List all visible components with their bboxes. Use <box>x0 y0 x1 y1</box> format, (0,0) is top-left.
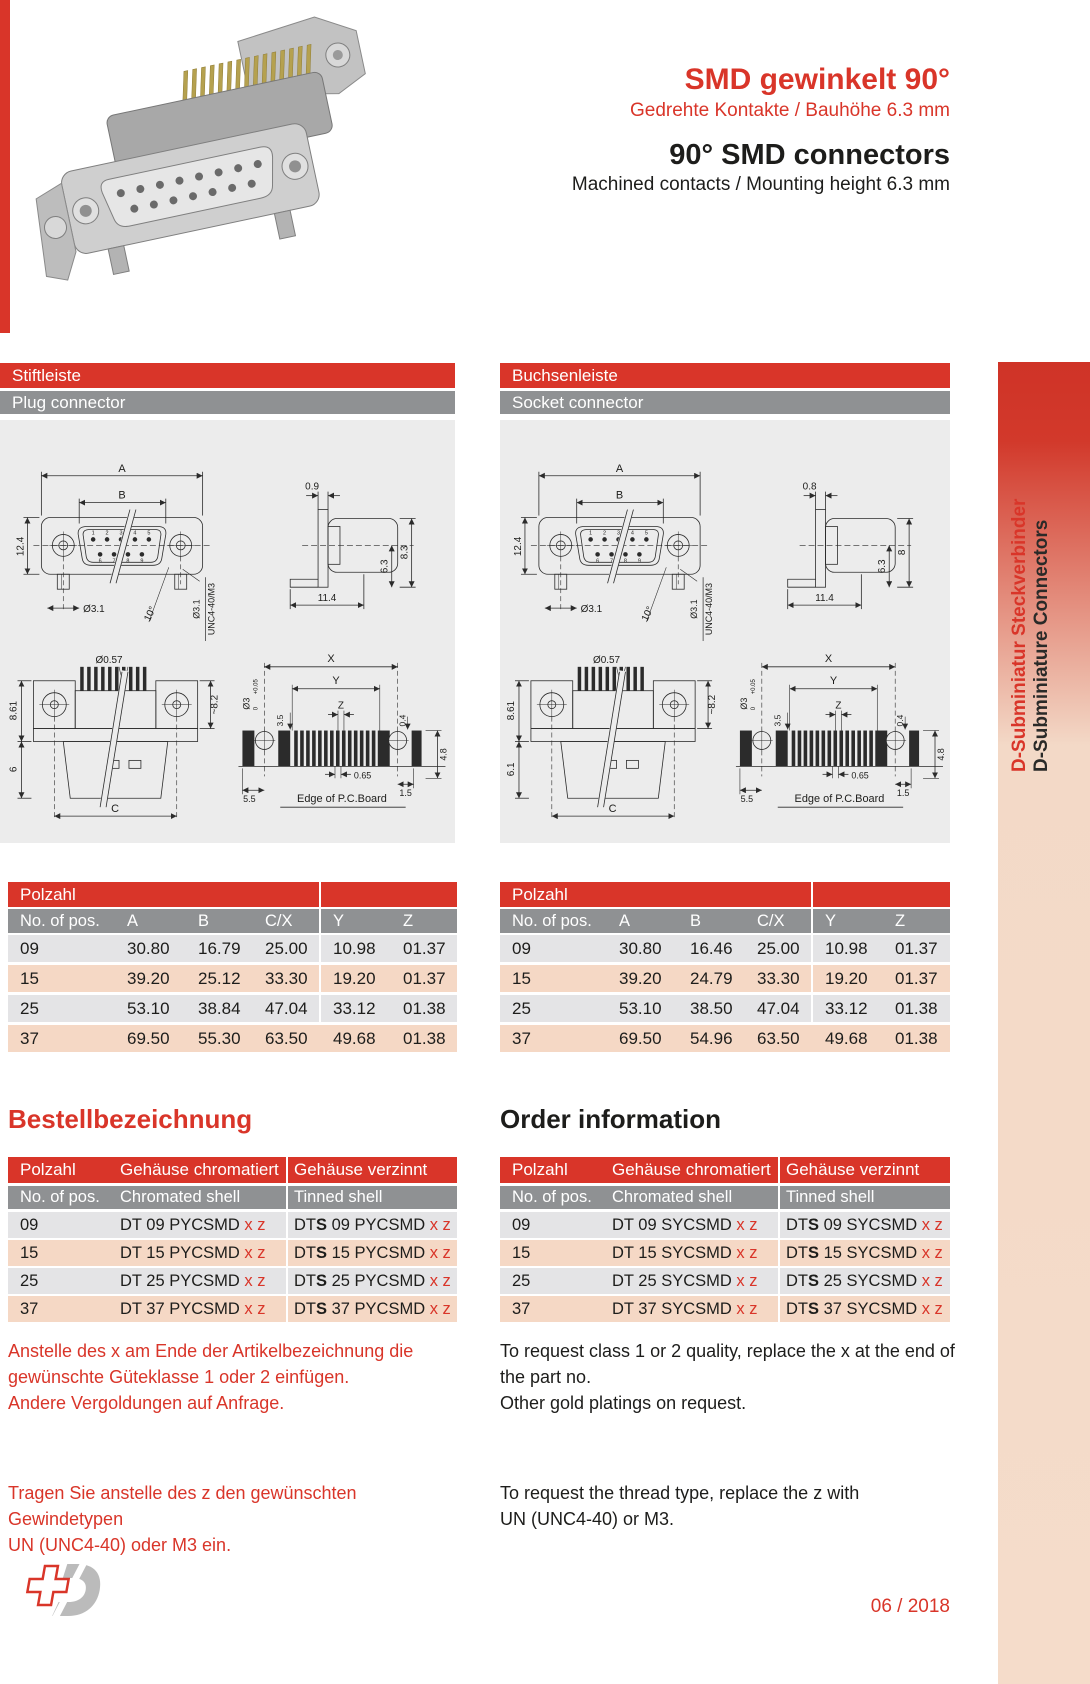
pcb-pattern-view <box>736 663 943 807</box>
page-subtitle-en: Machined contacts / Mounting height 6.3 mm <box>571 174 950 195</box>
cell: 69.50 <box>619 1028 662 1048</box>
col-z: Z <box>403 911 414 930</box>
dim-label-c: C <box>608 803 617 816</box>
cell-part-tinned: DTS 15 PYCSMD x z <box>294 1243 451 1262</box>
pin-number: 9 <box>140 558 144 565</box>
dim-label-a: A <box>615 462 624 475</box>
dim-table-columns <box>8 909 457 933</box>
col-b: B <box>198 911 210 930</box>
dim-label-tol-hi: +0.05 <box>750 679 757 695</box>
table-row <box>500 1212 950 1238</box>
pin-number: 5 <box>644 530 648 537</box>
dim-table-header <box>500 882 950 907</box>
order-heading-de: Bestellbezeichnung <box>8 1104 253 1134</box>
table-row <box>8 935 457 962</box>
cell: 33.12 <box>825 998 868 1018</box>
cell: 01.38 <box>895 998 938 1018</box>
dim-table-columns <box>500 909 950 933</box>
cell-part-chromated: DT 37 SYCSMD x z <box>612 1299 758 1318</box>
cell: 63.50 <box>265 1028 308 1048</box>
pcb-edge-label: Edge of P.C.Board <box>297 793 387 806</box>
cell: 15 <box>20 968 39 988</box>
dim-label-tv-h1: 8.61 <box>505 700 517 721</box>
cell: 30.80 <box>619 938 662 958</box>
pcb-pattern-view <box>238 663 445 807</box>
dim-label-z: Z <box>835 700 842 712</box>
pin-number: 8 <box>623 558 627 565</box>
cell-pos: 25 <box>20 1271 39 1290</box>
cell: 01.38 <box>403 1028 446 1048</box>
top-view <box>515 667 712 820</box>
pin-number: 3 <box>616 530 621 537</box>
cell: 39.20 <box>127 968 170 988</box>
dim-label-side-bottom: 11.4 <box>815 593 834 605</box>
cell-part-chromated: DT 15 SYCSMD x z <box>612 1243 758 1262</box>
footer-date: 06 / 2018 <box>870 1596 950 1617</box>
table-row <box>500 965 950 992</box>
order-col-chrom-de: Gehäuse chromatiert <box>612 1160 771 1179</box>
order-col-pos-en: No. of pos. <box>512 1188 592 1206</box>
cell: 33.30 <box>265 968 308 988</box>
cell: 09 <box>20 938 39 958</box>
dim-label-55: 5.5 <box>740 794 754 805</box>
cell: 01.38 <box>895 1028 938 1048</box>
dim-label-48: 4.8 <box>935 748 946 761</box>
order-header-en <box>8 1186 457 1209</box>
dim-label-hole2: Ø3.1 <box>191 599 202 619</box>
dim-label-tv-h2: 6 <box>8 766 20 773</box>
pin-number: 8 <box>126 558 130 565</box>
col-a: A <box>127 911 139 930</box>
table-row <box>8 1268 457 1294</box>
table-row <box>500 1025 950 1052</box>
dim-label-pin-dia: Ø0.57 <box>95 654 123 666</box>
cell: 01.38 <box>403 998 446 1018</box>
table-row <box>500 995 950 1022</box>
dim-label-35: 3.5 <box>772 714 783 727</box>
dim-label-side-bottom: 11.4 <box>317 593 337 605</box>
cell: 53.10 <box>619 998 662 1018</box>
cell: 69.50 <box>127 1028 170 1048</box>
cell: 55.30 <box>198 1028 241 1048</box>
dim-label-x: X <box>824 652 833 665</box>
cell: 33.30 <box>757 968 800 988</box>
socket-header-en: Socket connector <box>500 391 950 414</box>
side-tab-label-de: D-Subminiatur Steckverbinder <box>1009 498 1030 772</box>
cell: 39.20 <box>619 968 662 988</box>
note-en-quality: To request class 1 or 2 quality, replace the x at the end of the part no. Other gold platings on request. <box>500 1341 955 1413</box>
cell: 09 <box>512 938 531 958</box>
cell: 37 <box>20 1028 39 1048</box>
cell-pos: 37 <box>512 1299 531 1318</box>
page-subtitle-de: Gedrehte Kontakte / Bauhöhe 6.3 mm <box>629 100 950 121</box>
table-row <box>500 1240 950 1266</box>
table-row <box>500 1296 950 1322</box>
cell-part-chromated: DT 37 PYCSMD x z <box>120 1299 266 1318</box>
pin-number: 1 <box>91 530 95 537</box>
dim-label-tv-h2: 6.1 <box>505 762 517 777</box>
dim-label-side-outer: 8.3 <box>399 545 411 560</box>
plug-order-table <box>8 1157 457 1324</box>
pin-number: 3 <box>119 530 123 537</box>
pin-number: 2 <box>603 530 607 537</box>
dim-table-rows <box>8 935 457 1052</box>
cell: 01.37 <box>895 968 938 988</box>
pin-number: 4 <box>133 530 137 537</box>
cell-pos: 15 <box>512 1243 531 1262</box>
dim-table-header-label: Polzahl <box>512 885 568 904</box>
page-title-en: 90° SMD connectors <box>669 139 950 171</box>
cell: 30.80 <box>127 938 170 958</box>
pin-number: 6 <box>596 558 600 565</box>
table-row <box>500 1268 950 1294</box>
dim-table-rows <box>500 935 950 1052</box>
dim-label-b: B <box>615 489 624 502</box>
technical-drawing <box>0 420 455 843</box>
table-row <box>8 995 457 1022</box>
cell-part-tinned: DTS 25 PYCSMD x z <box>294 1271 451 1290</box>
pin-number: 6 <box>98 558 102 565</box>
cell: 16.79 <box>198 938 241 958</box>
order-col-chrom-en: Chromated shell <box>612 1188 733 1206</box>
cell: 38.50 <box>690 998 733 1018</box>
side-view <box>788 492 913 609</box>
pin-number: 5 <box>147 530 151 537</box>
dim-label-height: 12.4 <box>512 536 524 557</box>
cell-part-tinned: DTS 37 SYCSMD x z <box>786 1299 943 1318</box>
order-header-en <box>500 1186 950 1209</box>
cell-part-tinned: DTS 37 PYCSMD x z <box>294 1299 451 1318</box>
dim-table-header <box>8 882 457 907</box>
dim-label-55: 5.5 <box>243 794 256 805</box>
cell: 25.00 <box>757 938 800 958</box>
order-header-de <box>8 1157 457 1183</box>
col-y: Y <box>333 911 345 930</box>
order-col-tinned-en: Tinned shell <box>786 1188 875 1206</box>
cell: 53.10 <box>127 998 170 1018</box>
dim-label-drill: Ø3 <box>241 697 252 710</box>
dim-label-y: Y <box>829 674 838 687</box>
dim-label-x: X <box>327 652 335 665</box>
cell: 25 <box>512 998 531 1018</box>
note-de-thread: Tragen Sie anstelle des z den gewünschten Gewindetypen UN (UNC4-40) oder M3 ein. <box>8 1483 357 1555</box>
logo-icon <box>18 1560 108 1622</box>
dim-label-side-inner: 6.3 <box>379 559 391 574</box>
dim-label-tv-w: ~8.2 <box>209 694 221 715</box>
cell: 54.96 <box>690 1028 733 1048</box>
cell: 25.12 <box>198 968 241 988</box>
table-divider <box>319 882 321 1023</box>
cell: 37 <box>512 1028 531 1048</box>
dim-label-y: Y <box>332 674 340 687</box>
dim-label-04: 0.4 <box>397 714 408 727</box>
dim-label-04: 0.4 <box>895 714 906 727</box>
dim-label-tol-lo: 0 <box>253 706 260 711</box>
socket-header-de: Buchsenleiste <box>500 363 950 388</box>
side-tab-label-en: D-Subminiature Connectors <box>1031 519 1052 772</box>
dim-label-side-top: 0.9 <box>305 481 320 493</box>
col-z: Z <box>895 911 906 930</box>
order-col-polzahl: Polzahl <box>20 1160 76 1179</box>
plug-dimension-table <box>8 882 457 1055</box>
cell: 38.84 <box>198 998 241 1018</box>
product-illustration <box>15 8 445 343</box>
table-row <box>8 1296 457 1322</box>
cell: 25 <box>20 998 39 1018</box>
note-de-quality: Anstelle des x am Ende der Artikelbezeichnung die gewünschte Güteklasse 1 oder 2 einfügen. Andere Vergoldungen auf Anfrage. <box>8 1341 414 1413</box>
dim-label-15: 1.5 <box>896 788 910 799</box>
dim-label-thread: UNC4-40/M3 <box>206 583 217 636</box>
dim-label-z: Z <box>337 700 345 712</box>
pin-number: 7 <box>112 558 116 565</box>
table-divider <box>286 1157 288 1322</box>
dim-label-hole2: Ø3.1 <box>689 599 700 619</box>
dim-label-065: 0.65 <box>851 770 869 781</box>
col-cx: C/X <box>265 911 293 930</box>
dim-label-side-outer: 8 <box>897 549 909 556</box>
col-b: B <box>690 911 702 930</box>
dim-label-angle: 10° <box>639 604 657 624</box>
cell-pos: 25 <box>512 1271 531 1290</box>
order-heading-en: Order information <box>500 1104 722 1134</box>
order-col-tinned-en: Tinned shell <box>294 1188 383 1206</box>
front-view <box>521 472 708 641</box>
dim-label-tol-hi: +0.05 <box>253 679 260 695</box>
cell: 16.46 <box>690 938 733 958</box>
socket-dimension-table <box>500 882 950 1055</box>
pin-number: 9 <box>637 558 641 565</box>
cell-pos: 37 <box>20 1299 39 1318</box>
cell: 63.50 <box>757 1028 800 1048</box>
cell-part-tinned: DTS 09 PYCSMD x z <box>294 1215 451 1234</box>
dim-label-drill: Ø3 <box>738 697 749 710</box>
cell: 49.68 <box>333 1028 376 1048</box>
order-col-chrom-en: Chromated shell <box>120 1188 241 1206</box>
cell: 01.37 <box>403 968 446 988</box>
top-view <box>17 667 214 820</box>
cell: 47.04 <box>265 998 308 1018</box>
table-divider <box>811 882 813 1023</box>
cell-pos: 15 <box>20 1243 39 1262</box>
plug-drawing-panel <box>0 420 455 843</box>
plug-header-en: Plug connector <box>0 391 455 414</box>
cell: 01.37 <box>403 938 446 958</box>
pin-number: 2 <box>105 530 109 537</box>
dim-label-tv-h1: 8.61 <box>8 700 20 721</box>
front-view <box>23 472 210 641</box>
connector-photo-drawing <box>15 8 445 338</box>
order-col-polzahl: Polzahl <box>512 1160 568 1179</box>
cell-part-chromated: DT 09 PYCSMD x z <box>120 1215 266 1234</box>
cell: 10.98 <box>825 938 868 958</box>
socket-drawing-panel <box>500 420 950 843</box>
cell-pos: 09 <box>512 1215 531 1234</box>
side-tab-text <box>1009 462 1053 772</box>
order-table-rows <box>8 1212 457 1322</box>
cell: 01.37 <box>895 938 938 958</box>
order-col-chrom-de: Gehäuse chromatiert <box>120 1160 279 1179</box>
dim-label-b: B <box>118 489 126 502</box>
dim-label-hole: Ø3.1 <box>580 604 603 616</box>
cell-part-chromated: DT 25 SYCSMD x z <box>612 1271 758 1290</box>
dim-label-065: 0.65 <box>353 770 372 781</box>
cell-part-chromated: DT 25 PYCSMD x z <box>120 1271 266 1290</box>
table-row <box>8 1240 457 1266</box>
red-edge-strip <box>0 0 10 333</box>
dim-label-thread: UNC4-40/M3 <box>704 583 715 636</box>
dim-label-15: 1.5 <box>399 788 412 799</box>
order-col-pos-en: No. of pos. <box>20 1188 100 1206</box>
col-no-of-pos: No. of pos. <box>512 911 592 930</box>
pin-number: 1 <box>589 530 593 537</box>
cell: 19.20 <box>825 968 868 988</box>
dim-label-hole: Ø3.1 <box>83 604 105 616</box>
dim-label-height: 12.4 <box>15 536 27 557</box>
dim-label-a: A <box>118 462 126 475</box>
table-row <box>8 1212 457 1238</box>
order-header-de <box>500 1157 950 1183</box>
pcb-edge-label: Edge of P.C.Board <box>794 793 885 806</box>
cell-part-chromated: DT 15 PYCSMD x z <box>120 1243 266 1262</box>
dim-label-angle: 10° <box>142 604 159 624</box>
cell: 47.04 <box>757 998 800 1018</box>
cell: 25.00 <box>265 938 308 958</box>
cell-part-tinned: DTS 25 SYCSMD x z <box>786 1271 943 1290</box>
brand-logo <box>18 1560 108 1627</box>
col-no-of-pos: No. of pos. <box>20 911 100 930</box>
cell: 33.12 <box>333 998 376 1018</box>
plug-header-de: Stiftleiste <box>0 363 455 388</box>
order-col-tinned-de: Gehäuse verzinnt <box>786 1160 920 1179</box>
technical-drawing <box>500 420 950 843</box>
dim-table-header-label: Polzahl <box>20 885 76 904</box>
cell: 24.79 <box>690 968 733 988</box>
cell-part-chromated: DT 09 SYCSMD x z <box>612 1215 758 1234</box>
dim-label-35: 3.5 <box>275 714 286 727</box>
cell-part-tinned: DTS 09 SYCSMD x z <box>786 1215 943 1234</box>
order-col-tinned-de: Gehäuse verzinnt <box>294 1160 428 1179</box>
col-a: A <box>619 911 631 930</box>
note-en-thread: To request the thread type, replace the z with UN (UNC4-40) or M3. <box>500 1483 860 1529</box>
dim-label-tv-w: ~8.2 <box>707 694 719 715</box>
cell: 15 <box>512 968 531 988</box>
cell-part-tinned: DTS 15 SYCSMD x z <box>786 1243 943 1262</box>
dim-label-pin-dia: Ø0.57 <box>593 654 621 666</box>
col-cx: C/X <box>757 911 785 930</box>
cell: 19.20 <box>333 968 376 988</box>
order-table-rows <box>500 1212 950 1322</box>
dim-label-48: 4.8 <box>438 748 449 761</box>
dim-label-side-top: 0.8 <box>802 481 817 493</box>
side-view <box>290 492 415 609</box>
dim-label-side-inner: 6.3 <box>877 559 889 574</box>
table-row <box>500 935 950 962</box>
cell-pos: 09 <box>20 1215 39 1234</box>
cell: 49.68 <box>825 1028 868 1048</box>
dim-label-tol-lo: 0 <box>750 706 757 711</box>
table-row <box>8 1025 457 1052</box>
socket-order-table <box>500 1157 950 1324</box>
pin-number: 4 <box>630 530 634 537</box>
cell: 10.98 <box>333 938 376 958</box>
page-title-de: SMD gewinkelt 90° <box>684 63 950 96</box>
col-y: Y <box>825 911 837 930</box>
table-divider <box>778 1157 780 1322</box>
dim-label-c: C <box>111 803 119 816</box>
table-row <box>8 965 457 992</box>
pin-number: 7 <box>610 558 614 565</box>
title-block <box>495 62 950 198</box>
